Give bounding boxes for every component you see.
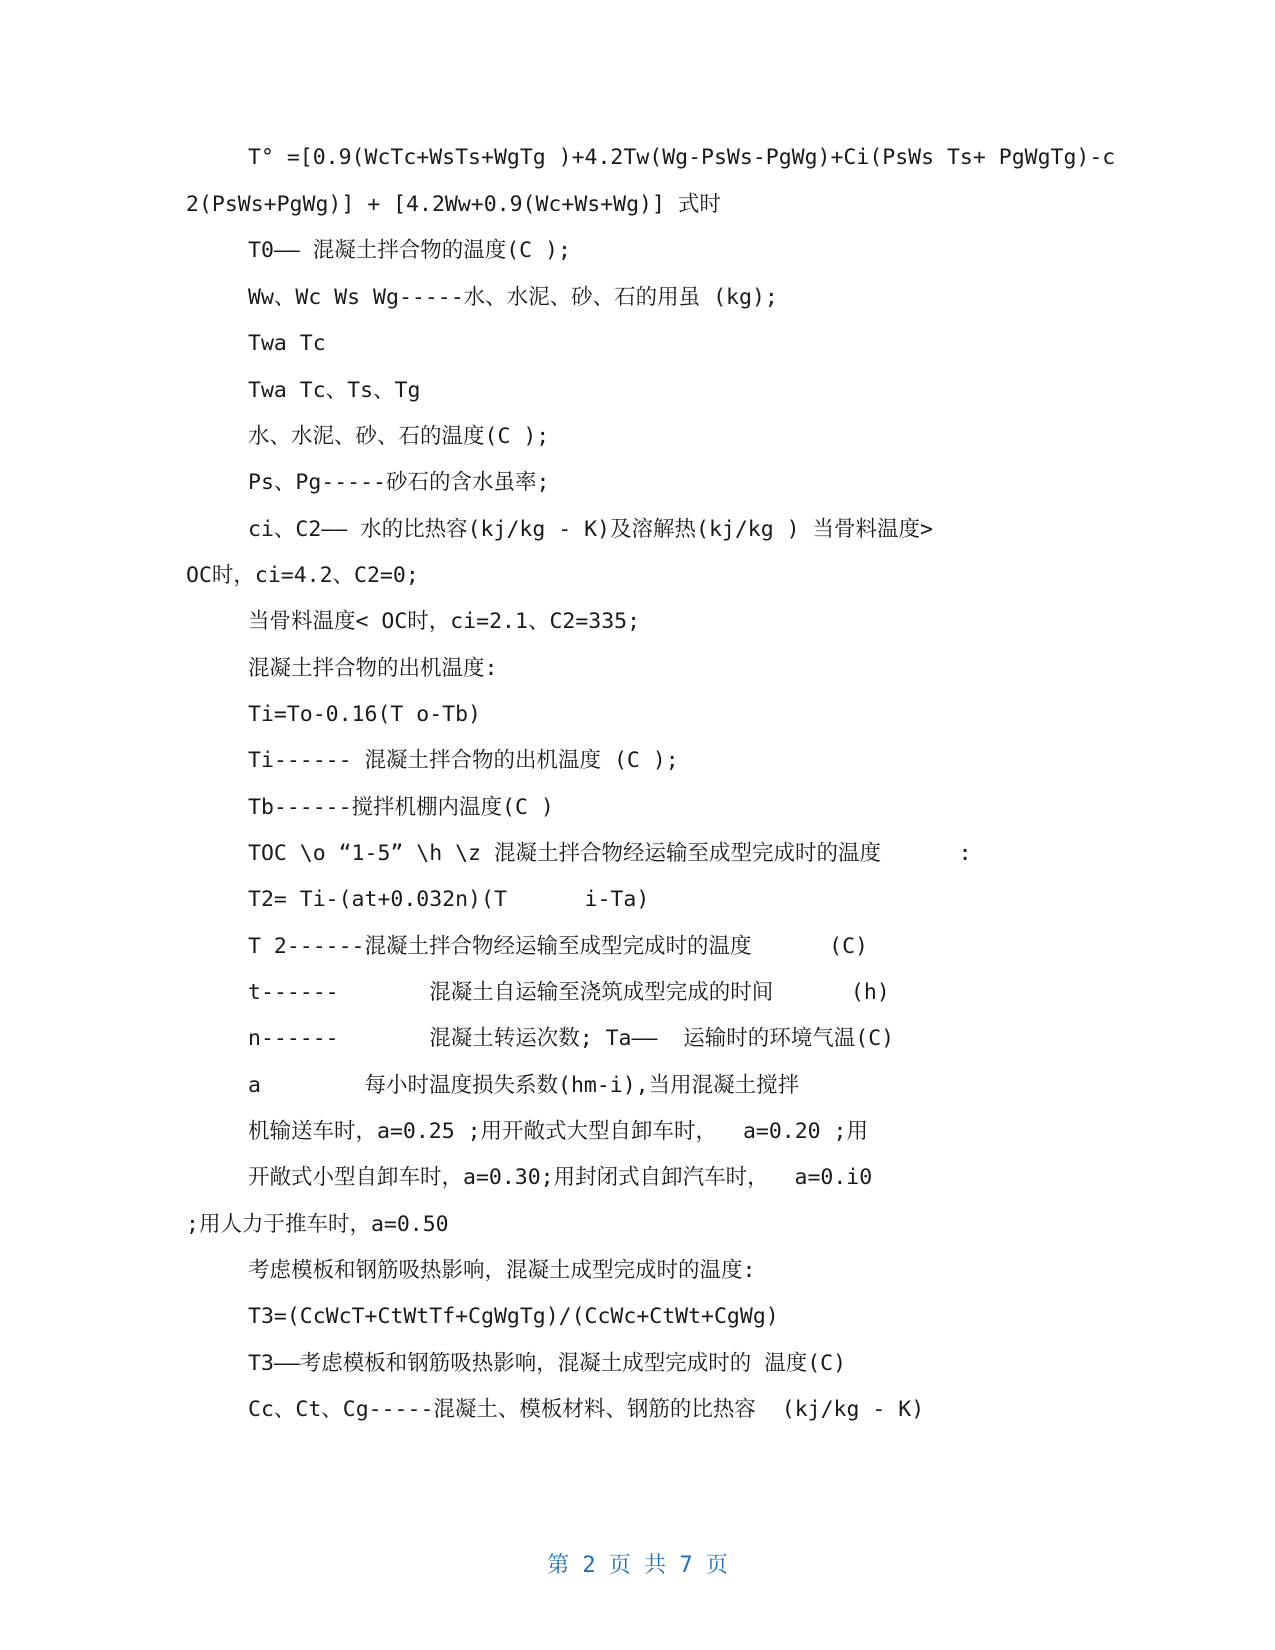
text-line: n------ 混凝土转运次数; Ta—— 运输时的环境气温(C) [248, 1026, 895, 1051]
text-line: Ti------ 混凝土拌合物的出机温度 (C ); [248, 748, 679, 773]
text-line: T2= Ti-(at+0.032n)(T i-Ta) [248, 887, 650, 912]
text-line: 机输送车时，a=0.25 ;用开敞式大型自卸车时， a=0.20 ;用 [248, 1119, 868, 1144]
text-line: 开敞式小型自卸车时，a=0.30;用封闭式自卸汽车时， a=0.i0 [248, 1165, 873, 1190]
text-line: T 2------混凝土拌合物经运输至成型完成时的温度 (C) [248, 934, 868, 959]
text-line: Ti=To-0.16(T o-Tb) [248, 702, 481, 727]
text-line: Tb------搅拌机棚内温度(C ) [248, 795, 554, 820]
text-line: T° =[0.9(WcTc+WsTs+WgTg )+4.2Tw(Wg-PsWs-PgWg)+Ci(PsWs Ts+ PgWgTg)-c [248, 145, 1116, 170]
page-number-footer: 第 2 页 共 7 页 [547, 1553, 728, 1578]
text-line: TOC \o “1-5” \h \z 混凝土拌合物经运输至成型完成时的温度 : [248, 841, 972, 866]
text-line: a 每小时温度损失系数(hm-i),当用混凝土搅拌 [248, 1073, 800, 1098]
text-line: t------ 混凝土自运输至浇筑成型完成的时间 (h) [248, 980, 890, 1005]
text-line: 2(PsWs+PgWg)] + [4.2Ww+0.9(Wc+Ws+Wg)] 式时 [186, 192, 721, 217]
text-line: T3=(CcWcT+CtWtTf+CgWgTg)/(CcWc+CtWt+CgWg) [248, 1304, 779, 1329]
text-line: 当骨料温度< OC时，ci=2.1、C2=335; [248, 609, 641, 634]
text-line: ;用人力于推车时，a=0.50 [186, 1212, 449, 1237]
text-line: OC时，ci=4.2、C2=0; [186, 563, 419, 588]
text-line: T0—— 混凝土拌合物的温度(C ); [248, 238, 571, 263]
text-line: 水、水泥、砂、石的温度(C ); [248, 424, 550, 449]
text-line: Ps、Pg-----砂石的含水虽率; [248, 470, 550, 495]
text-line: Ww、Wc Ws Wg-----水、水泥、砂、石的用虽 (kg); [248, 285, 778, 310]
text-line: Twa Tc、Ts、Tg [248, 378, 421, 403]
text-line: 混凝土拌合物的出机温度: [248, 656, 498, 681]
text-line: ci、C2—— 水的比热容(kj/kg - K)及溶解热(kj/kg ) 当骨料温度> [248, 517, 933, 542]
text-line: T3——考虑模板和钢筋吸热影响，混凝土成型完成时的 温度(C) [248, 1351, 847, 1376]
text-line: Cc、Ct、Cg-----混凝土、模板材料、钢筋的比热容 (kj/kg - K) [248, 1397, 925, 1422]
text-line: 考虑模板和钢筋吸热影响，混凝土成型完成时的温度: [248, 1258, 756, 1283]
text-line: Twa Tc [248, 331, 326, 356]
